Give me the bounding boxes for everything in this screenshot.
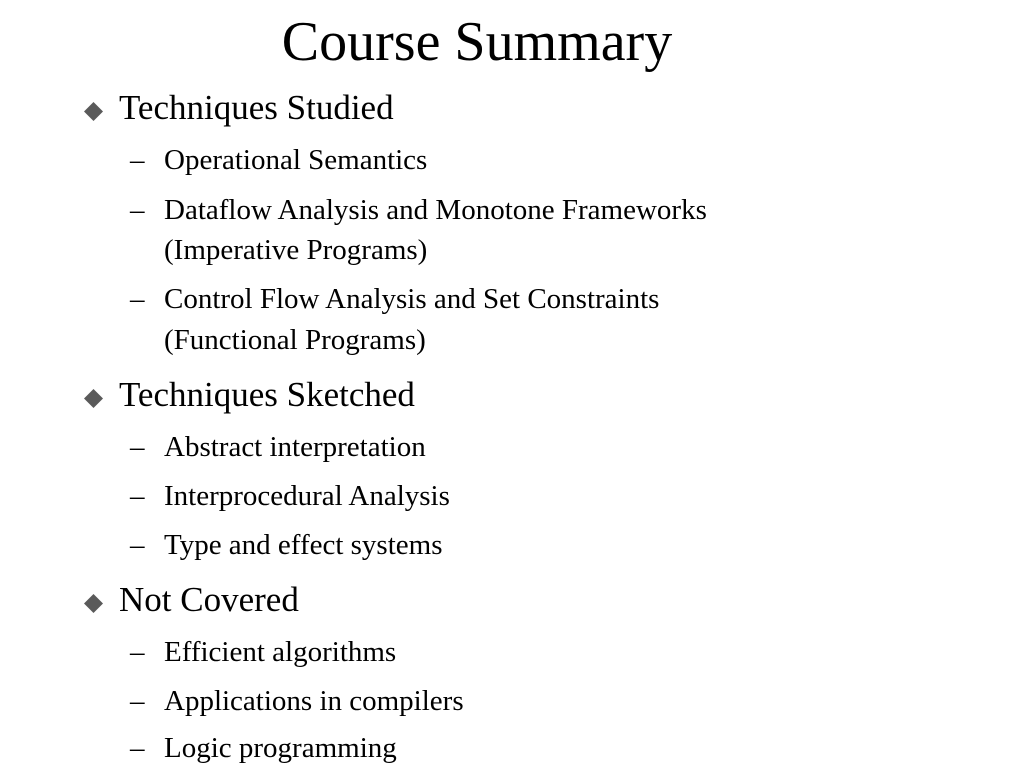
sub-item-label-continued: (Functional Programs) bbox=[164, 324, 426, 356]
sub-item-label: Dataflow Analysis and Monotone Frameworks bbox=[164, 194, 707, 226]
sub-item-label: Operational Semantics bbox=[164, 144, 428, 176]
bullet-label: Not Covered bbox=[119, 580, 299, 619]
dash-bullet: – bbox=[130, 732, 145, 764]
dash-bullet: – bbox=[130, 685, 145, 717]
sub-item-label: Efficient algorithms bbox=[164, 636, 397, 668]
sub-item-label: Abstract interpretation bbox=[164, 431, 426, 463]
diamond-bullet-icon bbox=[84, 594, 103, 613]
dash-bullet: – bbox=[130, 636, 145, 668]
diamond-bullet-icon bbox=[84, 102, 103, 121]
slide-title: Course Summary bbox=[281, 11, 673, 73]
sub-item-label: Logic programming bbox=[164, 732, 397, 764]
bullet-label: Techniques Sketched bbox=[119, 375, 415, 414]
dash-bullet: – bbox=[130, 480, 145, 512]
bullet-label: Techniques Studied bbox=[119, 88, 394, 127]
dash-bullet: – bbox=[130, 283, 145, 315]
dash-bullet: – bbox=[130, 431, 145, 463]
dash-bullet: – bbox=[130, 144, 145, 176]
sub-item-label: Control Flow Analysis and Set Constraints bbox=[164, 283, 660, 315]
sub-item-label: Applications in compilers bbox=[164, 685, 464, 717]
dash-bullet: – bbox=[130, 529, 145, 561]
sub-item-label: Interprocedural Analysis bbox=[164, 480, 450, 512]
diamond-bullet-icon bbox=[84, 389, 103, 408]
sub-item-label: Type and effect systems bbox=[164, 529, 443, 561]
sub-item-label-continued: (Imperative Programs) bbox=[164, 234, 428, 266]
dash-bullet: – bbox=[130, 194, 145, 226]
